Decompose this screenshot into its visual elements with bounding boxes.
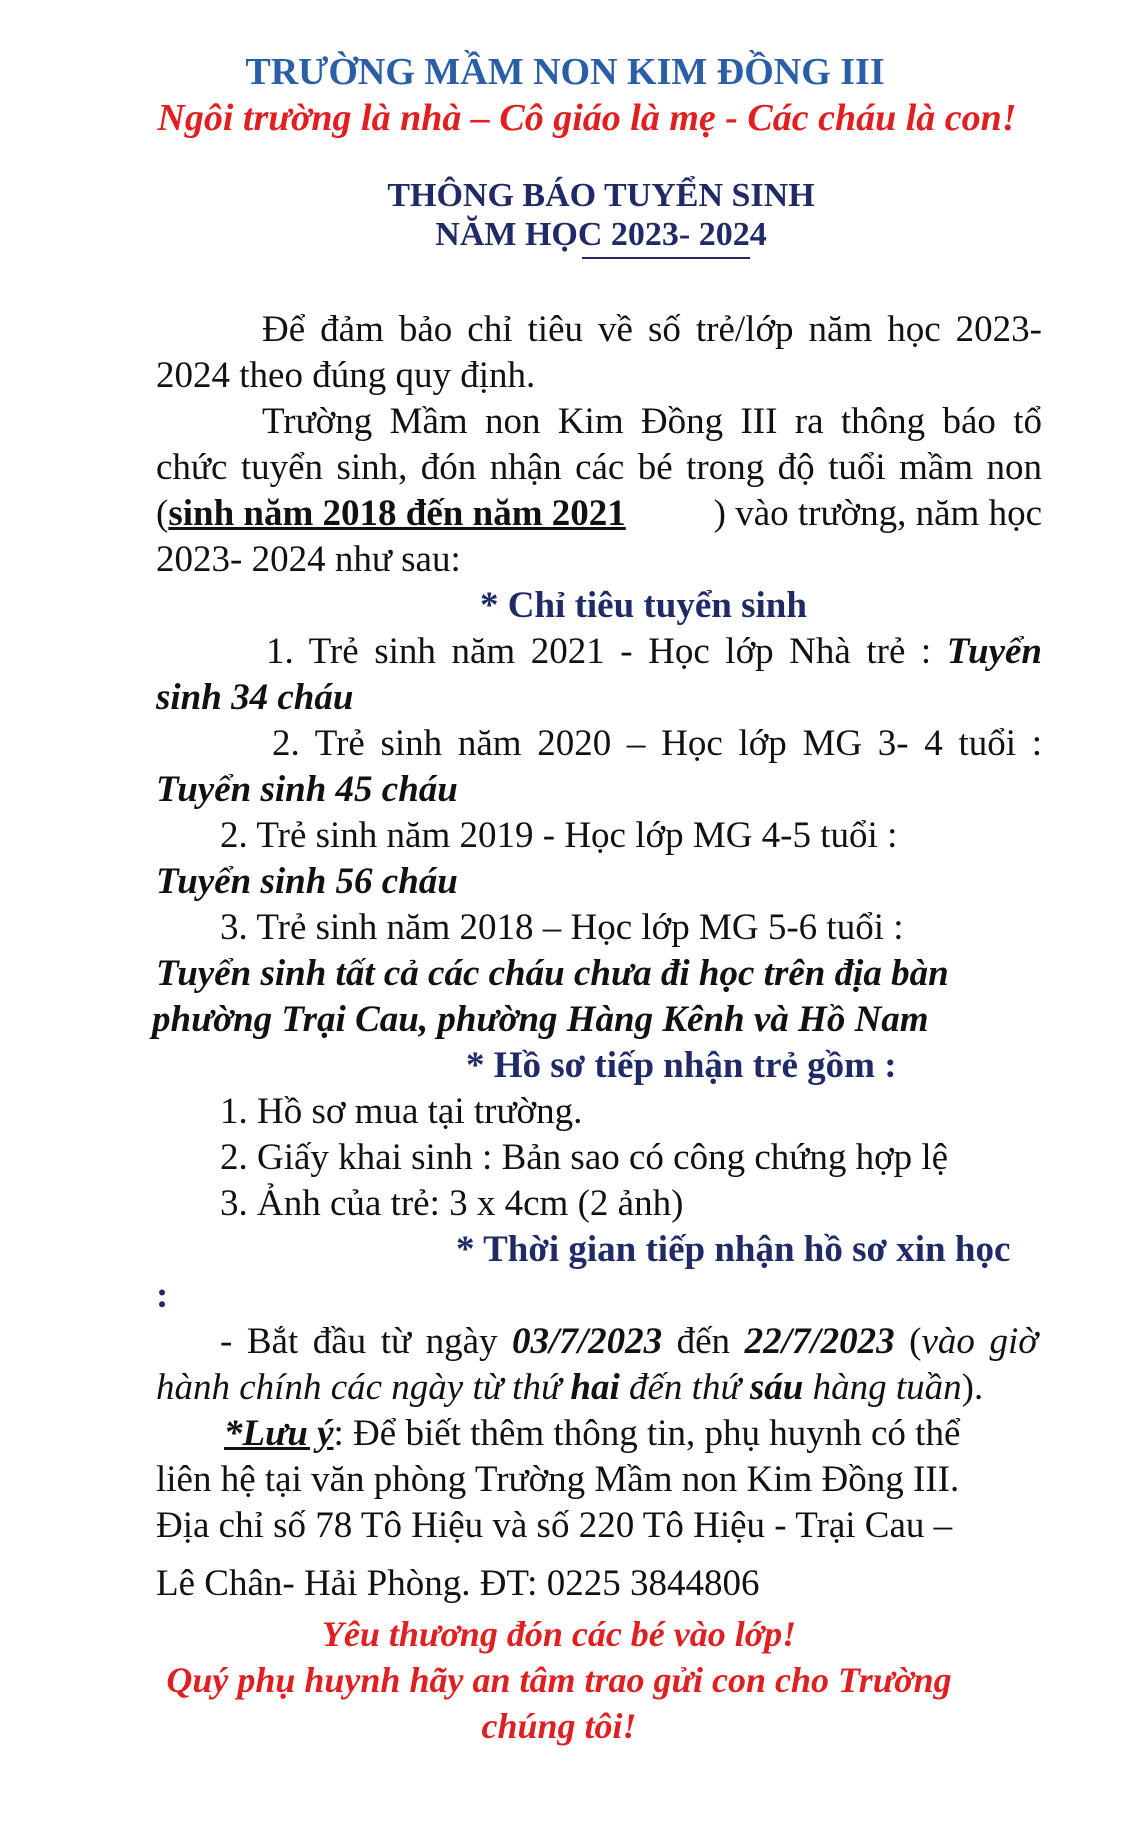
quota-item-4-result-a: Tuyển sinh tất cả các cháu chưa đi học trên địa bàn bbox=[156, 953, 949, 994]
closing-line-1: Yêu thương đón các bé vào lớp! bbox=[321, 1614, 797, 1654]
quota-item-3-result: Tuyển sinh 56 cháu bbox=[156, 861, 458, 902]
timing-hours-start: vào giờ bbox=[921, 1321, 1038, 1362]
quota-item-1 bbox=[266, 630, 1042, 674]
intro-p2-line3 bbox=[156, 492, 1042, 536]
note-line-4: Lê Chân- Hải Phòng. ĐT: 0225 3844806 bbox=[156, 1563, 760, 1604]
quota-heading: * Chỉ tiêu tuyển sinh bbox=[480, 585, 807, 626]
intro-line3-rest: ) vào trường, năm học bbox=[713, 493, 1042, 534]
timing-day-monday: hai bbox=[570, 1367, 620, 1408]
documents-item-3: 3. Ảnh của trẻ: 3 x 4cm (2 ảnh) bbox=[220, 1183, 684, 1224]
note-label: *Lưu ý bbox=[224, 1413, 334, 1454]
quota-item-1-result-a: Tuyển bbox=[946, 631, 1042, 672]
timing-line-1 bbox=[220, 1320, 1038, 1364]
notice-year: NĂM HỌC 2023- 2024 bbox=[435, 216, 767, 253]
closing-line-2: Quý phụ huynh hãy an tâm trao gửi con cho Trường bbox=[166, 1660, 952, 1700]
documents-item-2: 2. Giấy khai sinh : Bản sao có công chứng hợp lệ bbox=[220, 1137, 949, 1178]
timing-heading-colon: : bbox=[156, 1275, 169, 1316]
intro-p1-line2: 2024 theo đúng quy định. bbox=[156, 355, 536, 396]
school-motto: Ngôi trường là nhà – Cô giáo là mẹ - Các cháu là con! bbox=[157, 97, 1017, 139]
intro-open-paren: ( bbox=[156, 493, 169, 534]
documents-heading: * Hồ sơ tiếp nhận trẻ gồm : bbox=[466, 1045, 897, 1086]
intro-p2-line2: chức tuyển sinh, đón nhận các bé trong độ tuổi mầm non bbox=[156, 447, 1042, 488]
closing-line-3: chúng tôi! bbox=[481, 1706, 637, 1746]
quota-item-2-result: Tuyển sinh 45 cháu bbox=[156, 769, 458, 810]
intro-p1-line1: Để đảm bảo chỉ tiêu về số trẻ/lớp năm học 2023- bbox=[262, 309, 1042, 350]
quota-item-4-result-b: phường Trại Cau, phường Hàng Kênh và Hồ Nam bbox=[152, 999, 929, 1040]
timing-heading: * Thời gian tiếp nhận hồ sơ xin học bbox=[456, 1229, 1011, 1270]
timing-line-2 bbox=[156, 1366, 983, 1410]
timing-close-paren: ). bbox=[961, 1367, 984, 1408]
note-line-2: liên hệ tại văn phòng Trường Mầm non Kim Đồng III. bbox=[156, 1459, 960, 1500]
timing-weekdays-e: hàng tuần bbox=[803, 1367, 962, 1408]
timing-weekdays-a: hành chính các ngày từ thứ bbox=[156, 1367, 571, 1408]
school-name: TRƯỜNG MẦM NON KIM ĐỒNG III bbox=[245, 51, 885, 93]
timing-day-friday: sáu bbox=[749, 1367, 804, 1408]
note-line-1 bbox=[224, 1412, 960, 1456]
quota-item-3-text: 2. Trẻ sinh năm 2019 - Học lớp MG 4-5 tuổi : bbox=[220, 815, 898, 856]
quota-item-2-text: 2. Trẻ sinh năm 2020 – Học lớp MG 3- 4 tuổi : bbox=[272, 723, 1042, 764]
note-line-1-rest: : Để biết thêm thông tin, phụ huynh có thể bbox=[333, 1413, 961, 1454]
timing-start-date: 03/7/2023 bbox=[512, 1321, 663, 1362]
intro-p2-line4: 2023- 2024 như sau: bbox=[156, 539, 461, 580]
note-line-3: Địa chỉ số 78 Tô Hiệu và số 220 Tô Hiệu - Trại Cau – bbox=[156, 1505, 953, 1546]
intro-birth-years: sinh năm 2018 đến năm 2021 bbox=[168, 493, 626, 534]
documents-item-1: 1. Hồ sơ mua tại trường. bbox=[220, 1091, 583, 1132]
timing-start-label: - Bắt đầu từ ngày bbox=[220, 1321, 513, 1362]
timing-open-paren: ( bbox=[894, 1321, 922, 1362]
year-underline bbox=[582, 257, 750, 259]
quota-item-1-result-b: sinh 34 cháu bbox=[156, 677, 354, 718]
notice-title: THÔNG BÁO TUYỂN SINH bbox=[387, 177, 815, 214]
quota-item-1-text: 1. Trẻ sinh năm 2021 - Học lớp Nhà trẻ : bbox=[266, 631, 947, 672]
intro-p2-line1: Trường Mầm non Kim Đồng III ra thông báo tổ bbox=[262, 401, 1042, 442]
timing-weekdays-c: đến thứ bbox=[619, 1367, 750, 1408]
timing-end-date: 22/7/2023 bbox=[744, 1321, 895, 1362]
quota-item-4-text: 3. Trẻ sinh năm 2018 – Học lớp MG 5-6 tuổi : bbox=[220, 907, 904, 948]
timing-to-label: đến bbox=[662, 1321, 745, 1362]
